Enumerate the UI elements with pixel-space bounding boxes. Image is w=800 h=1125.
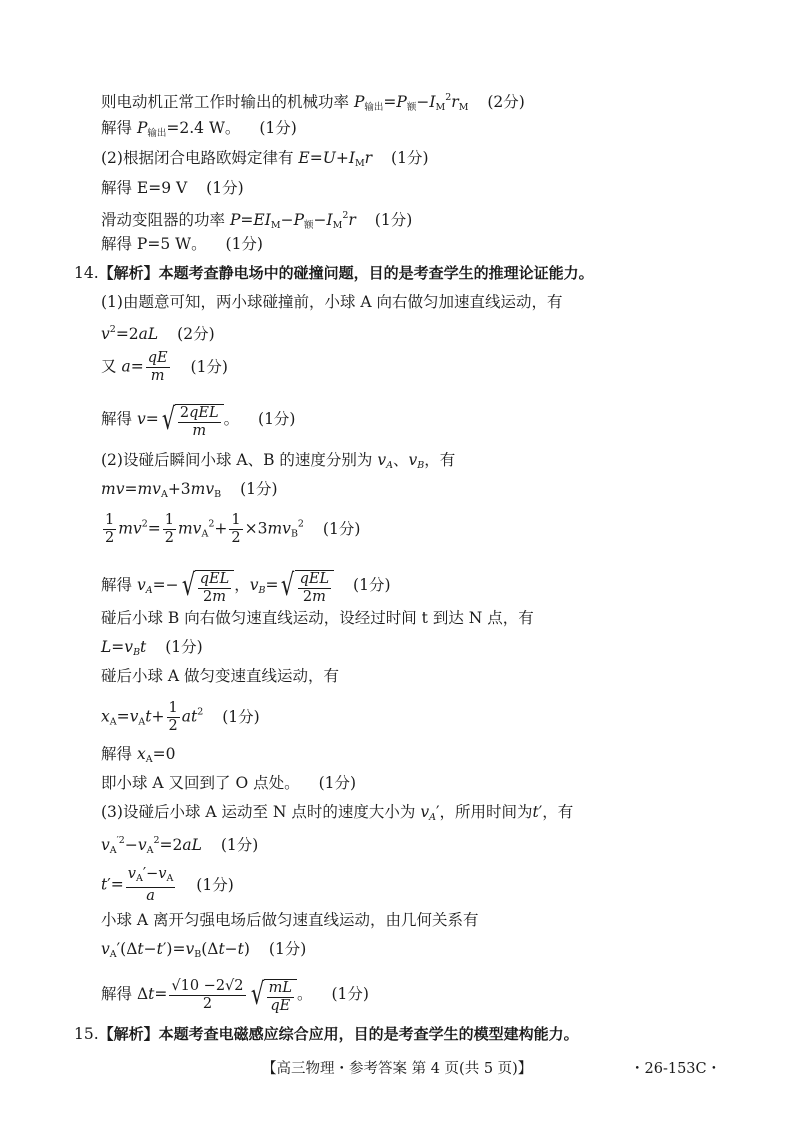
mech-power-line: 则电动机正常工作时输出的机械功率 $P_{输出}=P_额-I_M^2r_M$ (2分) xyxy=(101,92,525,113)
points: (1分) xyxy=(318,774,357,792)
points: (1分) xyxy=(206,179,244,197)
rheostat-power-line: 滑动变阻器的功率 $P=EI_M-P_额-I_M^2r$ (1分) xyxy=(101,210,413,231)
part2-intro: (2)设碰后瞬间小球 A、B 的速度分别为 $v_A$、$v_B$，有 xyxy=(101,451,456,471)
text: 则电动机正常工作时输出的机械功率 xyxy=(101,93,350,111)
solve-e-line xyxy=(101,178,244,198)
fraction: $\frac{qE}{m}$ xyxy=(147,350,168,384)
text: 解得 xyxy=(101,985,133,1003)
points: (1分) xyxy=(353,576,391,594)
question-title: 【解析】本题考查静电场中的碰撞问题，目的是考查学生的推理论证能力。 xyxy=(98,264,594,282)
question-title: 【解析】本题考查电磁感应综合应用，目的是考查学生的模型建构能力。 xyxy=(98,1025,579,1043)
text: 碰后小球 B 向右做匀速直线运动，设经过时间 t 到达 N 点，有 xyxy=(101,609,534,627)
part1-intro xyxy=(101,292,563,312)
points: (1分) xyxy=(225,235,263,253)
time-eq: t′= $\frac{v_A'-v_A}{a}$ (1分) xyxy=(101,866,234,904)
points: (1分) xyxy=(322,519,361,538)
ball-a-motion xyxy=(101,666,339,686)
text: 碰后小球 A 做匀变速直线运动，有 xyxy=(101,667,340,685)
points: (1分) xyxy=(259,119,297,137)
solve-p-out-line: 解得 $P_{输出}=2.4$ W。 (1分) xyxy=(101,119,297,139)
question-number: 14. xyxy=(74,264,99,282)
question-number: 15. xyxy=(74,1025,99,1043)
sub: 输出 xyxy=(147,128,167,139)
text: 解得 xyxy=(101,119,133,137)
question-14-heading xyxy=(74,263,594,283)
text: 即小球 A 又回到了 O 点处。 xyxy=(101,774,300,792)
points: (1分) xyxy=(391,149,429,167)
text: 解得 xyxy=(101,576,133,594)
points: (2分) xyxy=(177,325,215,343)
points: (1分) xyxy=(196,875,234,894)
velocity-sq-eq: $v_A^{'2}-v_A^2=2aL$ (1分) xyxy=(101,835,259,856)
text: 解得 P=5 W。 xyxy=(101,235,207,253)
kinematics-eq: $v^2=2aL$ (2分) xyxy=(101,324,215,343)
displacement-result: 解得 $x_A=0$ xyxy=(101,745,176,765)
sub: 输出 xyxy=(364,102,384,113)
sqrt: √ $\frac{\text{2qEL}}{m}$ xyxy=(159,400,224,440)
points: (1分) xyxy=(258,410,296,428)
points: (1分) xyxy=(190,357,228,376)
points: (1分) xyxy=(240,480,278,498)
ball-b-motion xyxy=(101,608,534,628)
distance-eq: $L=v_Bt$ (1分) xyxy=(101,638,203,658)
text: =2.4 W。 xyxy=(166,119,241,137)
solve-p-line xyxy=(101,234,263,254)
displacement-eq: $x_A=v_At+$ $\frac{1}{2}$ $at^2$ (1分) xyxy=(101,700,260,734)
collision-result: 解得 $v_A=-$ √ $\frac{\text{qEL}}{2m}$ ，$v_B=$ √ $\frac{\text{qEL}}{2m}$ (1分) xyxy=(101,568,391,605)
part3-intro: (3)设碰后小球 A 运动至 N 点时的速度大小为 $v_A'$，所用时间为t′，有 xyxy=(101,803,574,823)
question-15-heading xyxy=(74,1024,579,1044)
footer-title: 【高三物理・参考答案 第 4 页(共 5 页)】 xyxy=(262,1061,533,1077)
accel-eq: 又 a= $\frac{qE}{m}$ (1分) xyxy=(101,350,228,384)
points: (1分) xyxy=(165,638,203,656)
text: (3)设碰后小球 A 运动至 N 点时的速度大小为 xyxy=(101,803,416,821)
points: (1分) xyxy=(268,940,307,958)
ohm-law-line: (2)根据闭合电路欧姆定律有 $E=U+I_Mr$ (1分) xyxy=(101,149,429,169)
text: 解得 xyxy=(101,745,133,763)
text: 解得 E=9 V xyxy=(101,179,188,197)
points: (2分) xyxy=(487,93,525,111)
geometry-eq: $v_A'(\Delta t-t')=v_B(\Delta t-t)$ (1分) xyxy=(101,940,307,960)
points: (1分) xyxy=(220,836,259,854)
text: ，所用时间为 xyxy=(439,803,533,821)
points: (1分) xyxy=(374,211,413,229)
points: (1分) xyxy=(331,985,369,1003)
momentum-eq: $mv=mv_A+3mv_B$ (1分) xyxy=(101,480,278,500)
energy-eq: $\frac{1}{2}$ $mv^2=$ $\frac{1}{2}$ $mv_A^2+$ $\frac{1}{2}$ $\times 3mv_B^2$ (1分) xyxy=(105,512,361,546)
return-to-o xyxy=(101,773,356,793)
sub: 额 xyxy=(406,102,417,113)
delta-t-result: 解得 Δt= $\frac{√10 -2√2}{2}$ √ $\frac{mL}{qE}$ 。 (1分) xyxy=(101,977,369,1014)
text: (2)根据闭合电路欧姆定律有 xyxy=(101,149,294,167)
text: 解得 xyxy=(101,410,133,428)
leave-field-line xyxy=(101,910,479,930)
velocity-result: 解得 v= √ $\frac{\text{2qEL}}{m}$ 。 (1分) xyxy=(101,402,296,439)
sub: 额 xyxy=(304,220,314,231)
text: 又 xyxy=(101,357,117,376)
footer-code: ・26-153C・ xyxy=(630,1061,722,1077)
text: (2)设碰后瞬间小球 A、B 的速度分别为 xyxy=(101,451,373,469)
points: (1分) xyxy=(222,707,260,726)
text: (1)由题意可知，两小球碰撞前，小球 A 向右做匀加速直线运动，有 xyxy=(101,293,563,311)
text: 滑动变阻器的功率 xyxy=(101,211,226,229)
text: 小球 A 离开匀强电场后做匀速直线运动，由几何关系有 xyxy=(101,911,479,929)
